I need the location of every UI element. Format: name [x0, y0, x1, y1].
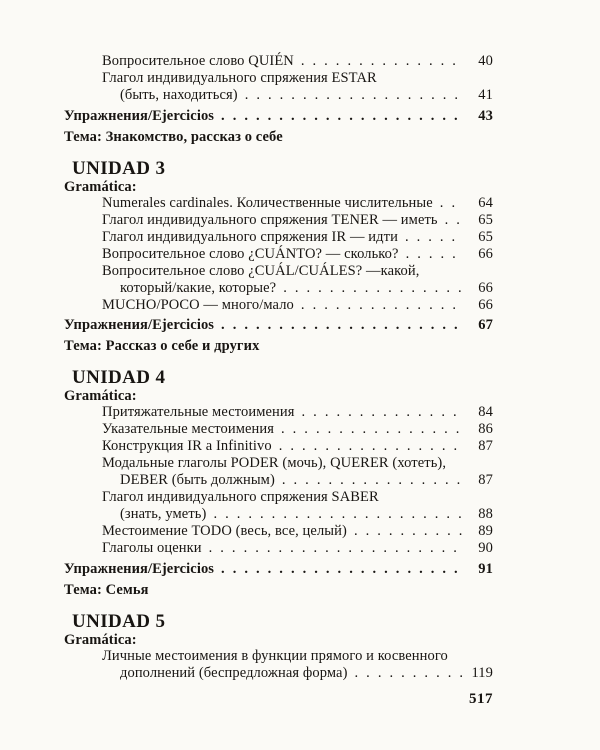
toc-row — [64, 212, 493, 229]
toc-entry-text: Numerales cardinales. Количественные числительные — [102, 194, 433, 211]
toc-row — [64, 195, 493, 212]
toc-row — [64, 129, 493, 146]
toc-entry-text: Глагол индивидуального спряжения IR — идти — [102, 228, 398, 245]
toc-page-ref: 65 — [478, 228, 493, 245]
toc-entry-text: Gramática: — [64, 388, 137, 404]
toc-entry-text: MUCHO/POCO — много/мало — [102, 296, 294, 313]
dot-leader — [282, 472, 462, 489]
toc-unit-row — [64, 367, 493, 388]
toc-row — [64, 404, 493, 421]
toc-row — [64, 561, 493, 578]
toc-row — [64, 280, 493, 297]
dot-leader — [281, 421, 462, 438]
toc-entry-text: (быть, находиться) — [120, 87, 238, 103]
table-of-contents — [64, 53, 493, 682]
toc-unit-row — [64, 158, 493, 179]
dot-leader — [221, 317, 462, 334]
dot-leader — [405, 229, 462, 246]
unit-heading: UNIDAD 4 — [72, 367, 166, 388]
toc-page-ref: 65 — [478, 211, 493, 228]
toc-entry-text: Тема: Знакомство, рассказ о себе — [64, 128, 283, 145]
toc-row — [64, 297, 493, 314]
toc-row — [64, 53, 493, 70]
unit-heading: UNIDAD 5 — [72, 610, 166, 632]
toc-row — [64, 229, 493, 246]
toc-row — [64, 472, 493, 489]
toc-entry-text: Указательные местоимения — [102, 421, 274, 437]
toc-page-ref: 86 — [478, 421, 493, 437]
toc-entry-text: Тема: Рассказ о себе и других — [64, 338, 260, 354]
toc-entry-text: Упражнения/Ejercicios — [64, 317, 215, 333]
toc-row — [64, 540, 493, 557]
dot-leader — [302, 404, 462, 421]
toc-entry-text: Местоимение TODO (весь, все, целый) — [102, 523, 347, 539]
dot-leader — [406, 246, 462, 263]
toc-page-ref: 41 — [478, 87, 493, 103]
dot-leader — [221, 561, 462, 578]
toc-row — [64, 70, 493, 87]
toc-row — [64, 489, 493, 506]
toc-entry-text: DEBER (быть должным) — [120, 472, 275, 488]
page-number: 517 — [469, 691, 493, 707]
dot-leader — [445, 212, 462, 229]
dot-leader — [221, 108, 462, 125]
toc-entry-text: Упражнения/Ejercicios — [64, 560, 215, 577]
toc-entry-text: Личные местоимения в функции прямого и косвенного — [102, 647, 448, 664]
toc-page-ref: 66 — [478, 296, 493, 313]
toc-row — [64, 455, 493, 472]
toc-row — [64, 665, 493, 682]
toc-entry-text: Глагол индивидуального спряжения SABER — [102, 489, 379, 505]
toc-row — [64, 108, 493, 125]
toc-row — [64, 648, 493, 665]
toc-row — [64, 438, 493, 455]
toc-entry-text: Gramática: — [64, 631, 137, 648]
dot-leader — [213, 506, 462, 523]
dot-leader — [279, 438, 462, 455]
toc-entry-text: Глагол индивидуального спряжения TENER — иметь — [102, 211, 438, 228]
toc-entry-text: Притяжательные местоимения — [102, 404, 295, 420]
toc-row — [64, 582, 493, 599]
toc-page-ref: 87 — [478, 472, 493, 488]
toc-entry-text: Конструкция IR a Infinitivo — [102, 438, 272, 454]
toc-entry-text: дополнений (беспредложная форма) — [120, 664, 348, 681]
toc-page-ref: 64 — [478, 194, 493, 211]
toc-row — [64, 523, 493, 540]
toc-entry-text: Глаголы оценки — [102, 540, 202, 556]
toc-page-ref: 66 — [478, 245, 493, 262]
toc-entry-text: Вопросительное слово ¿CUÁNTO? — сколько? — [102, 245, 399, 262]
toc-unit-row — [64, 611, 493, 632]
dot-leader — [301, 297, 462, 314]
toc-page-ref: 67 — [478, 317, 493, 333]
dot-leader — [245, 87, 462, 104]
toc-row — [64, 317, 493, 334]
toc-page-ref: 88 — [478, 506, 493, 522]
toc-row — [64, 338, 493, 355]
toc-entry-text: Вопросительное слово ¿CUÁL/CUÁLES? —какой, — [102, 262, 420, 279]
dot-leader — [283, 280, 462, 297]
toc-page-ref: 84 — [478, 404, 493, 420]
unit-heading: UNIDAD 3 — [72, 157, 166, 179]
toc-row — [64, 263, 493, 280]
toc-row — [64, 87, 493, 104]
toc-page-ref: 119 — [471, 664, 493, 681]
toc-row — [64, 632, 493, 648]
toc-page-ref: 40 — [478, 53, 493, 69]
dot-leader — [355, 665, 462, 682]
toc-entry-text: Упражнения/Ejercicios — [64, 107, 215, 124]
dot-leader — [354, 523, 462, 540]
toc-row — [64, 421, 493, 438]
toc-page-ref: 87 — [478, 438, 493, 454]
dot-leader — [209, 540, 462, 557]
toc-row — [64, 506, 493, 523]
toc-entry-text: Gramática: — [64, 178, 137, 195]
toc-page-ref: 91 — [478, 560, 493, 577]
toc-entry-text: Глагол индивидуального спряжения ESTAR — [102, 70, 377, 86]
toc-page-ref: 90 — [478, 540, 493, 556]
toc-row — [64, 388, 493, 404]
dot-leader — [440, 195, 462, 212]
toc-entry-text: Тема: Семья — [64, 581, 149, 598]
toc-page-ref: 43 — [478, 107, 493, 124]
toc-page-ref: 66 — [478, 279, 493, 296]
toc-row — [64, 179, 493, 195]
toc-row — [64, 246, 493, 263]
toc-page-ref: 89 — [478, 523, 493, 539]
toc-entry-text: Вопросительное слово QUIÉN — [102, 53, 294, 69]
toc-entry-text: (знать, уметь) — [120, 506, 207, 522]
toc-entry-text: Модальные глаголы PODER (мочь), QUERER (хотеть), — [102, 455, 447, 471]
dot-leader — [301, 53, 462, 70]
toc-entry-text: который/какие, которые? — [120, 279, 277, 296]
